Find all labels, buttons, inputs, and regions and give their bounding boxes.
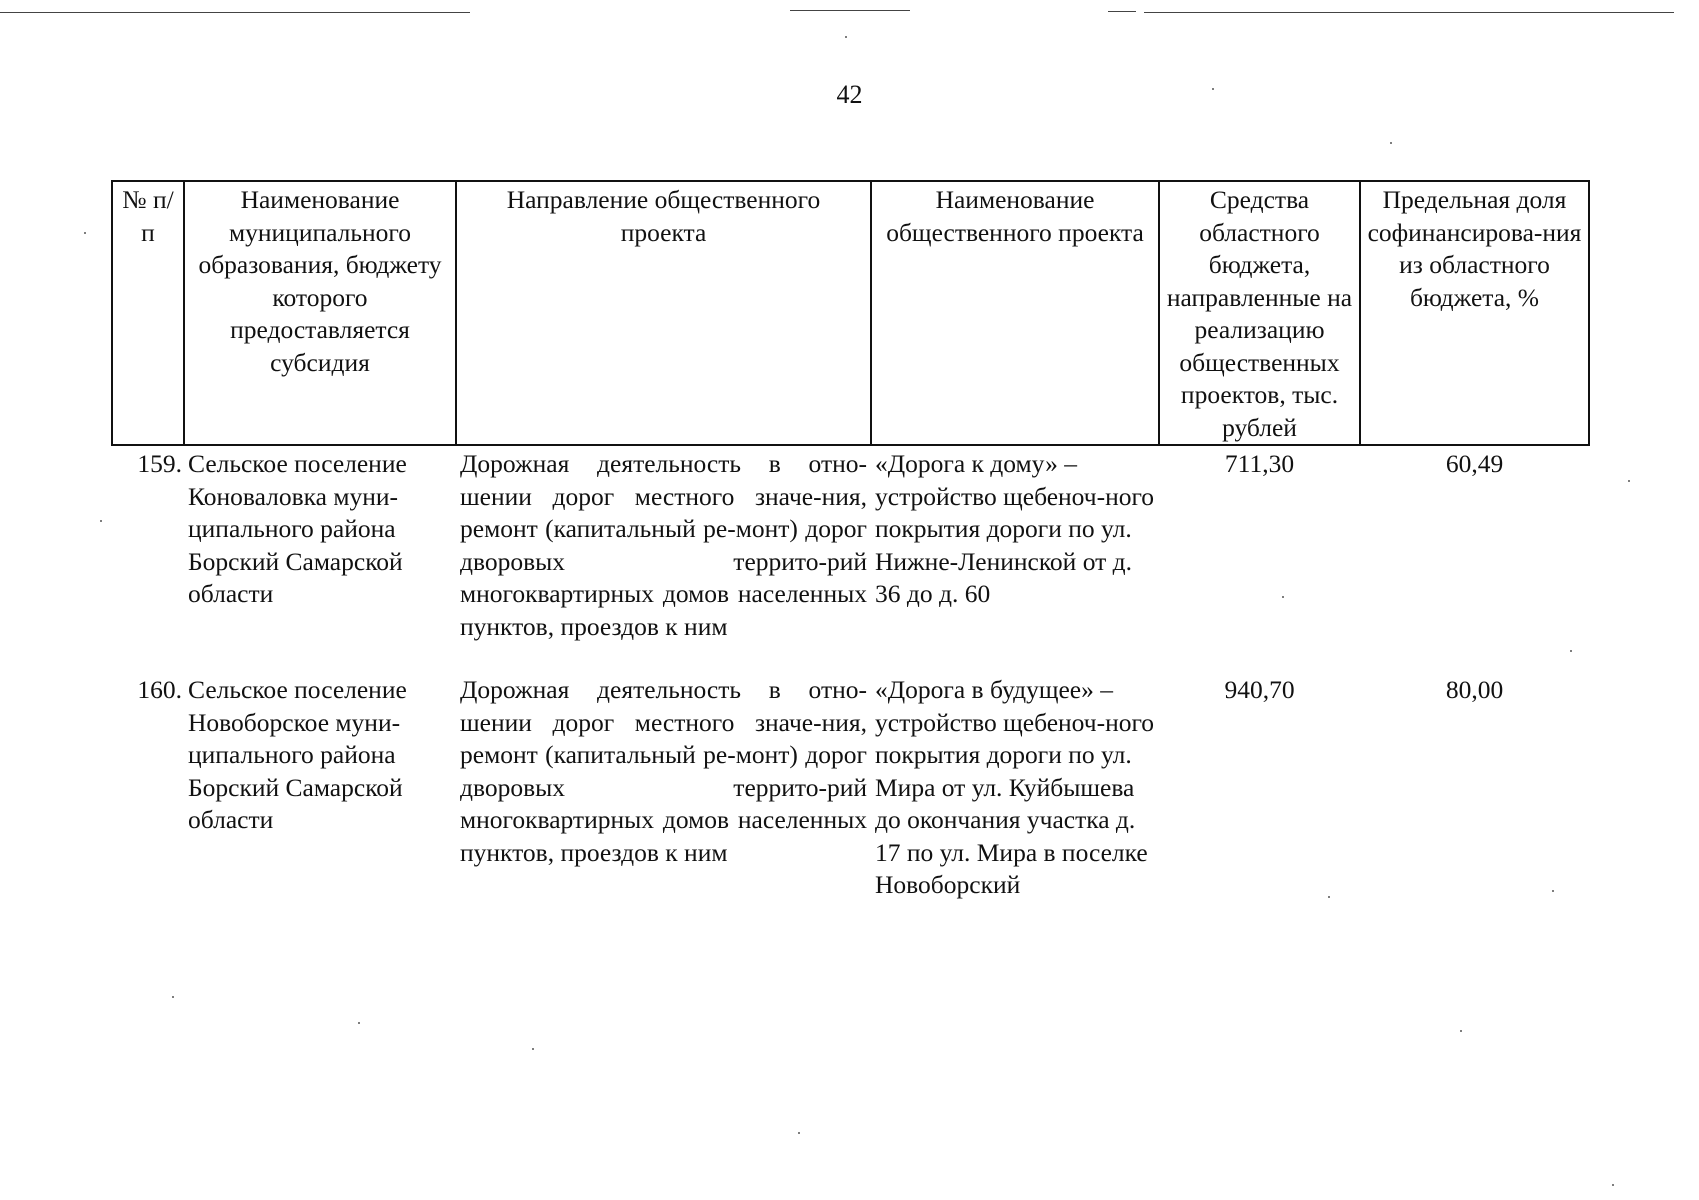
scan-speckle	[1570, 650, 1572, 652]
header-cofinancing-share: Предельная доля софинансирова-ния из областного бюджета, %	[1360, 181, 1589, 445]
scan-speckle	[172, 996, 174, 998]
scan-speckle	[84, 232, 86, 234]
project-name-cell: «Дорога в будущее» – устройство щебеноч-ного покрытия дороги по ул. Мира от ул. Куйбышева до окончания участка д. 17 по ул. Мира в поселке Новоборский	[875, 675, 1155, 899]
row-number: 160.	[137, 675, 182, 704]
header-project-name: Наименование общественного проекта	[871, 181, 1159, 445]
header-project-direction: Направление общественного проекта	[456, 181, 871, 445]
scan-speckle	[845, 36, 847, 38]
scan-speckle	[1212, 88, 1214, 90]
scan-speckle	[1628, 480, 1630, 482]
municipality-cell: Сельское поселение Коноваловка муни-ципального района Борский Самарской области	[188, 449, 407, 608]
scan-speckle	[358, 1022, 360, 1024]
table-row	[112, 445, 1589, 672]
project-name-cell: «Дорога к дому» – устройство щебеноч-ного покрытия дороги по ул. Нижне-Ленинской от д. 36 до д. 60	[875, 449, 1155, 608]
table-row	[112, 672, 1589, 902]
page-number: 42	[836, 80, 863, 109]
scan-edge-line	[1144, 12, 1674, 13]
municipality-cell: Сельское поселение Новоборское муни-ципального района Борский Самарской области	[188, 675, 407, 834]
subsidy-table	[111, 180, 1590, 902]
scan-speckle	[1328, 896, 1330, 898]
direction-cell: Дорожная деятельность в отно-шении дорог местного значе-ния, ремонт (капитальный ре-монт) дорог дворовых террито-рий многоквартирных домов населенных пунктов, проездов к ним	[460, 449, 867, 641]
scan-speckle	[532, 1048, 534, 1050]
funds-cell: 711,30	[1224, 449, 1295, 478]
scan-speckle	[798, 1132, 800, 1134]
table-header-row	[112, 181, 1589, 445]
share-cell: 60,49	[1445, 449, 1504, 478]
scan-edge-line	[1108, 11, 1136, 12]
direction-cell: Дорожная деятельность в отно-шении дорог местного значе-ния, ремонт (капитальный ре-монт) дорог дворовых террито-рий многоквартирных домов населенных пунктов, проездов к ним	[460, 675, 867, 867]
scan-speckle	[1390, 142, 1392, 144]
header-regional-funds: Средства областного бюджета, направленные на реализацию общественных проектов, тыс. рублей	[1159, 181, 1360, 445]
header-municipality: Наименование муниципального образования, бюджету которого предоставляется субсидия	[184, 181, 456, 445]
row-number: 159.	[137, 449, 182, 478]
scan-speckle	[1612, 1184, 1614, 1186]
header-number: № п/п	[112, 181, 184, 445]
scan-edge-line	[790, 10, 910, 11]
scan-edge-line	[0, 12, 470, 13]
scan-speckle	[100, 520, 102, 522]
scan-speckle	[1460, 1030, 1462, 1032]
scan-speckle	[1282, 596, 1284, 598]
funds-cell: 940,70	[1224, 675, 1295, 704]
scan-speckle	[1552, 890, 1554, 892]
share-cell: 80,00	[1445, 675, 1504, 704]
